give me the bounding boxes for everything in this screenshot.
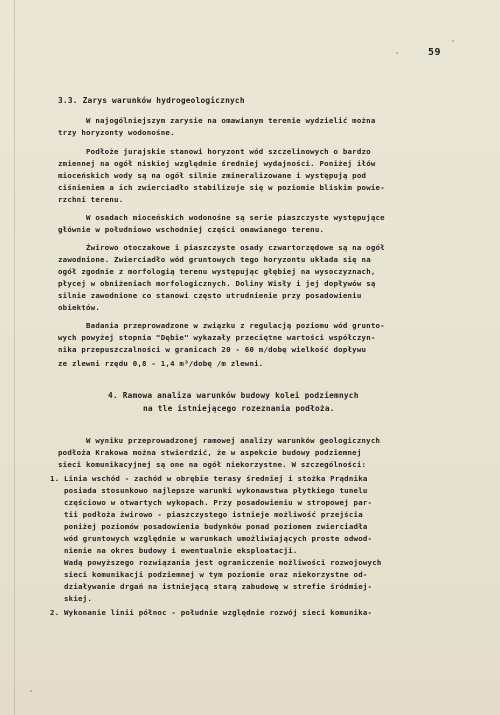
text-line: podłoża Krakowa można stwierdzić, że w aspekcie budowy podziemnej xyxy=(58,448,362,457)
text-line: zmiennej na ogół niskiej względnie średniej wydajności. Poniżej iłów xyxy=(58,159,376,168)
text-line: ogół zgodnie z morfologią terenu występując głębiej na wysoczyznach, xyxy=(58,267,376,276)
list-item-text: 1. Linia wschód - zachód w obrębie terasy średniej i stożka Prądnika xyxy=(50,474,368,483)
text-line: ciśnieniem a ich zwierciadło stabilizuje się w poziomie bliskim powie- xyxy=(58,183,385,192)
text-line: wych powyżej stopnia "Dębie" wykazały przeciętne wartości współczyn- xyxy=(58,333,376,342)
text-line: głównie w południowo wschodniej części omawianego terenu. xyxy=(58,225,325,234)
section-heading: 3.3. Zarys warunków hydrogeologicznych xyxy=(58,96,245,105)
list-item-text: częściowo w otwartych wykopach. Przy posadowieniu w stropowej par- xyxy=(50,498,373,507)
list-item-text: działywanie drgań na istniejącą starą zabudowę w strefie śródmiej- xyxy=(50,582,373,591)
page-fold-shadow xyxy=(14,0,15,715)
text-line: Podłoże jurajskie stanowi horyzont wód szczelinowych o bardzo xyxy=(86,147,371,156)
text-line: płycej w obniżeniach morfologicznych. Doliny Wisły i jej dopływów są xyxy=(58,279,376,288)
section-heading: na tle istniejącego rozeznania podłoża. xyxy=(143,404,335,413)
text-line: W najogólniejszym zarysie na omawianym terenie wydzielić można xyxy=(86,116,376,125)
text-line: nika przepuszczalności w granicach 20 - 60 m/dobę wielkość dopływu xyxy=(58,345,367,354)
text-line: rzchni terenu. xyxy=(58,195,124,204)
list-item-text: tii podłoża żwirowo - piaszczystego istnieje możliwość przejścia xyxy=(50,510,363,519)
list-item-text: Wadą powyższego rozwiązania jest ograniczenie możliwości rozwojowych xyxy=(50,558,382,567)
list-item-text: poniżej poziomów posadowienia budynków ponad poziomem zwierciadła xyxy=(50,522,368,531)
text-line: W osadach mioceńskich wodonośne są serie piaszczyste występujące xyxy=(86,213,385,222)
list-item-text: nienie na okres budowy i ewentualnie eksploatacji. xyxy=(50,546,298,555)
text-line: zawodnione. Zwierciadło wód gruntowych tego horyzontu układa się na xyxy=(58,255,371,264)
text-line: Badania przeprowadzone w związku z regulacją poziomu wód grunto- xyxy=(86,321,385,330)
text-line: silnie zawodnione co stanowi często utrudnienie przy posadowieniu xyxy=(58,291,362,300)
list-item-text: posiada stosunkowo najlepsze warunki wykonawstwa płytkiego tunelu xyxy=(50,486,368,495)
list-item-text: 2. Wykonanie linii północ - południe względnie rozwój sieci komunika- xyxy=(50,608,373,617)
section-heading: 4. Ramowa analiza warunków budowy kolei podziemnych xyxy=(108,391,359,400)
text-line: mioceńskich wody są na ogół silnie zmineralizowane i występują pod xyxy=(58,171,367,180)
text-line: Żwirowo otoczakowe i piaszczyste osady czwartorzędowe są na ogół xyxy=(86,243,385,252)
scan-speck xyxy=(396,52,398,54)
list-item-text: wód gruntowych względnie w warunkach umożliwiających proste odwod- xyxy=(50,534,373,543)
text-line: W wyniku przeprowadzonej ramowej analizy warunków geologicznych xyxy=(86,436,381,445)
text-line: obiektów. xyxy=(58,303,101,312)
text-line: ze zlewni rzędu 0,8 - 1,4 m³/dobę /m zlewni. xyxy=(58,359,264,368)
list-item-text: skiej. xyxy=(50,594,93,603)
list-item-text: sieci komunikacji podziemnej w tym poziomie oraz niekorzystne od- xyxy=(50,570,368,579)
page-number: 59 xyxy=(428,47,442,58)
scan-speck xyxy=(452,40,454,42)
scan-speck xyxy=(30,690,32,692)
text-line: sieci komunikacyjnej są one na ogół niekorzystne. W szczególności: xyxy=(58,460,367,469)
text-line: trzy horyzonty wodonośne. xyxy=(58,128,175,137)
